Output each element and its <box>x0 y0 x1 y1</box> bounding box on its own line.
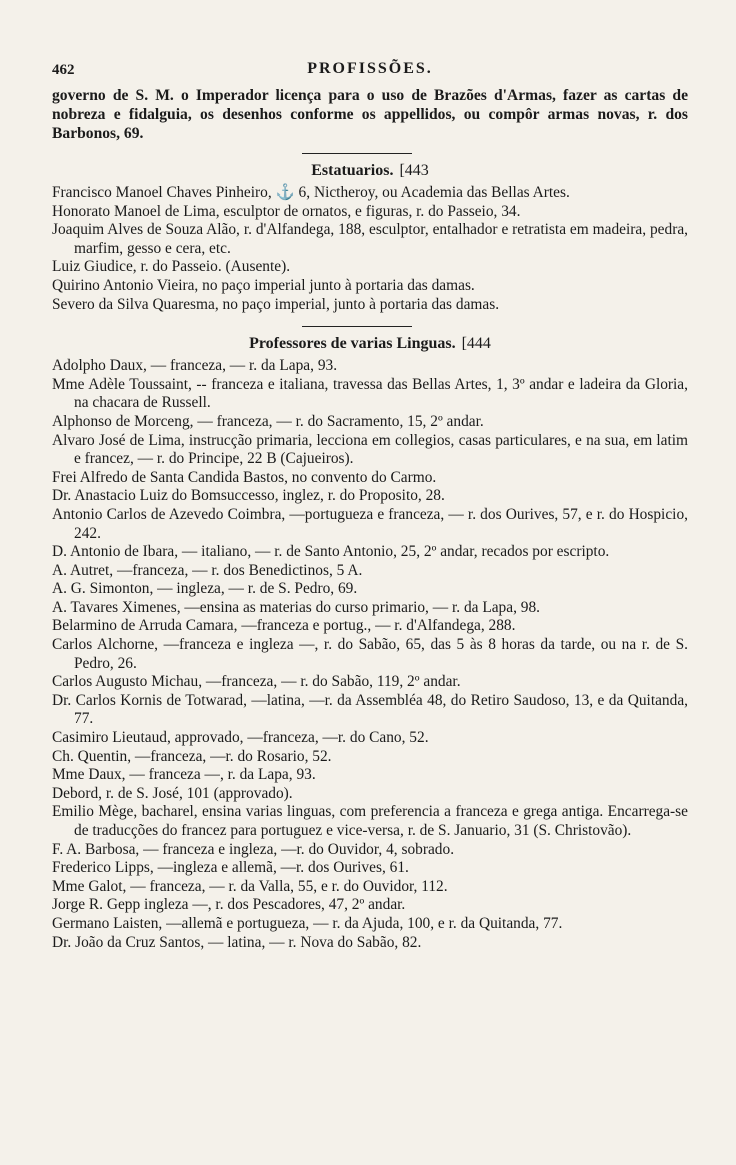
section-estatuarios <box>52 162 688 314</box>
list-item: Germano Laisten, —allemã e portugueza, — r. da Ajuda, 100, e r. da Quitanda, 77. <box>52 914 563 932</box>
list-item: Dr. Carlos Kornis de Totwarad, —latina, —r. da Assembléa 48, do Retiro Saudoso, 13, e da Quitanda, 77. <box>52 691 688 728</box>
section-divider <box>302 326 412 327</box>
section-number: [444 <box>461 335 491 353</box>
list-item: A. Autret, —franceza, — r. dos Benedictinos, 5 A. <box>52 561 363 579</box>
list-item: Joaquim Alves de Souza Alão, r. d'Alfandega, 188, esculptor, entalhador e retratista em madeira, pedra, marfim, gesso e cera, etc. <box>52 221 688 257</box>
page-title: PROFISSÕES. <box>307 60 433 77</box>
list-item: Jorge R. Gepp ingleza —, r. dos Pescadores, 47, 2º andar. <box>52 896 406 914</box>
page-number: 462 <box>52 62 75 78</box>
list-item: Alvaro José de Lima, instrucção primaria, lecciona em collegios, casas particulares, e na sua, em latim e francez, — r. do Principe, 22 B (Cajueiros). <box>52 431 688 468</box>
list-item: Antonio Carlos de Azevedo Coimbra, —portugueza e franceza, — r. dos Ourives, 57, e r. do Hospicio, 242. <box>52 505 688 542</box>
list-item: Carlos Alchorne, —franceza e ingleza —, r. do Sabão, 65, das 5 às 8 horas da tarde, ou na r. de S. Pedro, 26. <box>52 636 688 672</box>
section-title: Professores de varias Linguas. <box>249 335 456 353</box>
list-item: Alphonso de Morceng, — franceza, — r. do Sacramento, 15, 2º andar. <box>52 412 484 430</box>
intro-paragraph: governo de S. M. o Imperador licença para o uso de Brazões d'Armas, fazer as cartas de nobreza e fidalguia, os desenhos conforme os appellidos, ou compôr armas novas, r. dos Barbonos, 69. <box>52 87 688 142</box>
list-item: Frei Alfredo de Santa Candida Bastos, no convento do Carmo. <box>52 468 437 486</box>
list-item: Mme Daux, — franceza —, r. da Lapa, 93. <box>52 766 316 784</box>
list-item: F. A. Barbosa, — franceza e ingleza, —r. do Ouvidor, 4, sobrado. <box>52 840 455 858</box>
list-item: Carlos Augusto Michau, —franceza, — r. do Sabão, 119, 2º andar. <box>52 673 461 691</box>
list-item: Severo da Silva Quaresma, no paço imperial, junto à portaria das damas. <box>52 295 500 313</box>
section-title: Estatuarios. <box>311 162 394 179</box>
list-item: Mme Galot, — franceza, — r. da Valla, 55, e r. do Ouvidor, 112. <box>52 877 448 895</box>
list-item: Frederico Lipps, —ingleza e allemã, —r. dos Ourives, 61. <box>52 859 409 877</box>
list-item: Ch. Quentin, —franceza, —r. do Rosario, 52. <box>52 747 332 765</box>
section-divider <box>302 153 412 154</box>
list-item: A. G. Simonton, — ingleza, — r. de S. Pedro, 69. <box>52 580 358 598</box>
list-item: A. Tavares Ximenes, —ensina as materias do curso primario, — r. da Lapa, 98. <box>52 598 541 616</box>
section-heading <box>52 335 688 353</box>
list-item: Francisco Manoel Chaves Pinheiro, ⚓ 6, Nictheroy, ou Academia das Bellas Artes. <box>52 184 570 201</box>
list-item: Dr. Anastacio Luiz do Bomsuccesso, inglez, r. do Proposito, 28. <box>52 487 445 505</box>
list-item: D. Antonio de Ibara, — italiano, — r. de Santo Antonio, 25, 2º andar, recados por escripto. <box>52 543 610 561</box>
section-professores <box>52 335 688 952</box>
list-item: Adolpho Daux, — franceza, — r. da Lapa, 93. <box>52 357 338 375</box>
page-header <box>52 60 688 86</box>
list-item: Belarmino de Arruda Camara, —franceza e portug., — r. d'Alfandega, 288. <box>52 617 516 635</box>
list-item: Casimiro Lieutaud, approvado, —franceza, —r. do Cano, 52. <box>52 729 429 747</box>
list-item: Mme Adèle Toussaint, -- franceza e italiana, travessa das Bellas Artes, 1, 3º andar e ladeira da Gloria, na chacara de Russell. <box>52 375 688 412</box>
list-item: Emilio Mège, bacharel, ensina varias linguas, com preferencia a franceza e grega antiga. Encarrega-se de traducções do francez para portuguez e vice-versa, r. de S. Januario, 31 (S. Christovão). <box>52 803 688 839</box>
list-item: Honorato Manoel de Lima, esculptor de ornatos, e figuras, r. do Passeio, 34. <box>52 202 521 220</box>
list-item: Dr. João da Cruz Santos, — latina, — r. Nova do Sabão, 82. <box>52 933 422 951</box>
list-item: Quirino Antonio Vieira, no paço imperial junto à portaria das damas. <box>52 276 475 294</box>
list-item: Luiz Giudice, r. do Passeio. (Ausente). <box>52 258 291 276</box>
section-heading <box>52 162 688 180</box>
section-number: [443 <box>399 162 429 179</box>
document-page <box>52 60 688 952</box>
list-item: Debord, r. de S. José, 101 (approvado). <box>52 784 293 802</box>
